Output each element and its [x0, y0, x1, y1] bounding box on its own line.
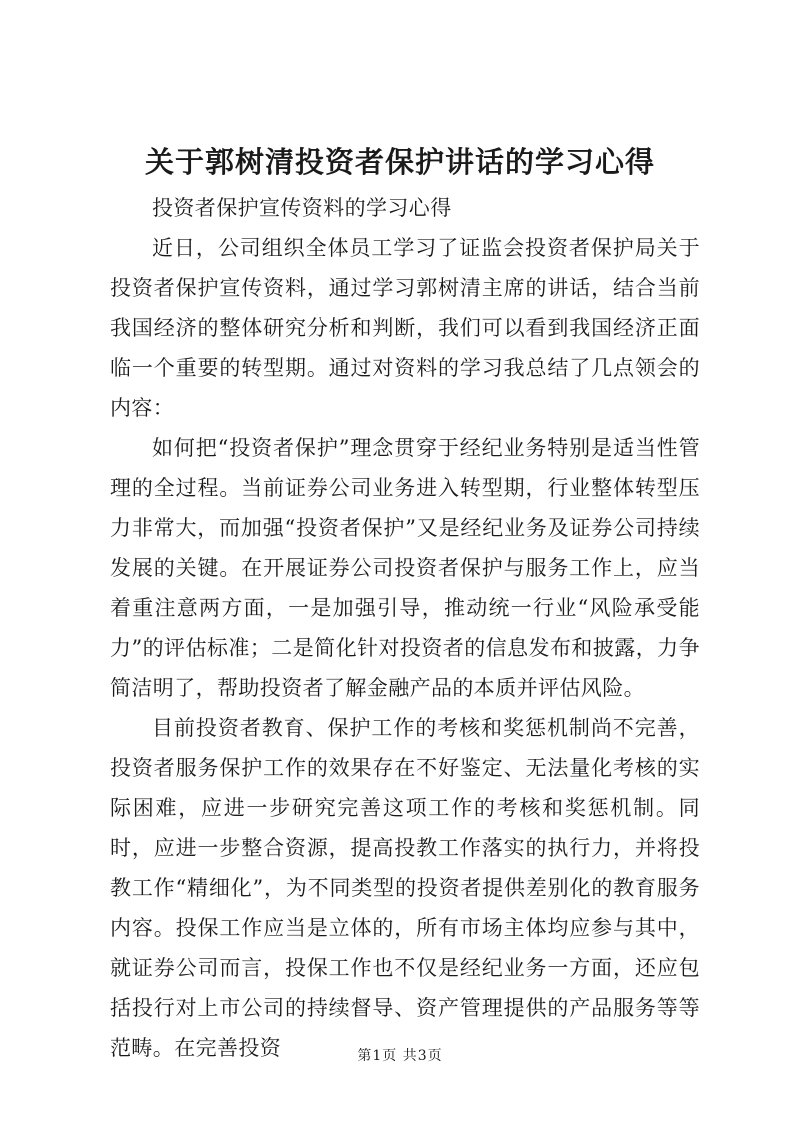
document-body — [110, 188, 700, 1068]
document-title: 关于郭树清投资者保护讲话的学习心得 — [144, 145, 655, 179]
body-paragraph: 近日，公司组织全体员工学习了证监会投资者保护局关于投资者保护宣传资料，通过学习郭树清主席的讲话，结合当前我国经济的整体研究分析和判断，我们可以看到我国经济正面临一个重要的转型期。通过对资料的学习我总结了几点领会的内容： — [110, 236, 700, 420]
page-number-footer: 第1页 共3页 — [357, 1048, 443, 1064]
body-paragraph: 目前投资者教育、保护工作的考核和奖惩机制尚不完善，投资者服务保护工作的效果存在不好鉴定、无法量化考核的实际困难，应进一步研究完善这项工作的考核和奖惩机制。同时，应进一步整合资源，提高投教工作落实的执行力，并将投教工作“精细化”，为不同类型的投资者提供差别化的教育服务内容。投保工作应当是立体的，所有市场主体均应参与其中，就证券公司而言，投保工作也不仅是经纪业务一方面，还应包括投行对上市公司的持续督导、资产管理提供的产品服务等等范畴。在完善投资 — [110, 716, 700, 1060]
body-paragraph: 如何把“投资者保护”理念贯穿于经纪业务特别是适当性管理的全过程。当前证券公司业务进入转型期，行业整体转型压力非常大，而加强“投资者保护”又是经纪业务及证券公司持续发展的关键。在开展证券公司投资者保护与服务工作上，应当着重注意两方面，一是加强引导，推动统一行业“风险承受能力”的评估标准；二是简化针对投资者的信息发布和披露，力争简洁明了，帮助投资者了解金融产品的本质并评估风险。 — [110, 436, 700, 700]
subtitle-paragraph: 投资者保护宣传资料的学习心得 — [152, 196, 452, 220]
